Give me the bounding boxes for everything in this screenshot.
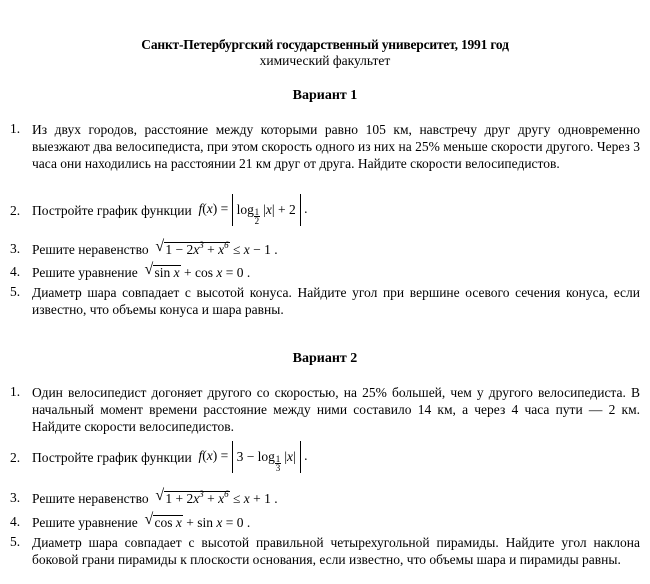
formula: √ cos x + sin x = 0 . [144, 511, 251, 530]
problem-number: 1. [10, 121, 21, 136]
problem-text: Диаметр шара совпадает с высотой правильной четырехугольной пирамиды. Найдите угол наклона боковой грани пирамиды к плоскости основания, если известно, что объемы шара и пирамиды равны. [32, 535, 640, 567]
problem-number: 5. [10, 284, 21, 299]
problem-text: Диаметр шара совпадает с высотой конуса. Найдите угол при вершине осевого сечения конуса, если известно, что объемы конуса и шара равны. [32, 285, 640, 317]
v1-problem-2 [10, 194, 640, 230]
formula: √ sin x + cos x = 0 . [144, 261, 251, 280]
problem-number: 5. [10, 534, 21, 549]
problem-number: 4. [10, 514, 21, 529]
problem-number: 2. [10, 450, 21, 465]
formula: √ $1 + 2x^3 + x^6 \le x + 1$ . [155, 487, 278, 506]
problem-number: 1. [10, 384, 21, 399]
document-subtitle: химический факультет [259, 53, 391, 68]
problem-number: 3. [10, 490, 21, 505]
problem-text: Один велосипедист догоняет другого со скоростью, на 25% большей, чем у другого велосипедиста. В начальный момент времени расстояние между ними составило 14 км, а через 4 часа пути — 2 км. Найдите скорости велосипедистов. [32, 385, 640, 434]
problem-text: Постройте график функции f(x) = log $\frac{1}{2}$ |x| + 2 . [32, 194, 640, 226]
problem-text: Решите уравнение √ cos x + sin x = 0 . [32, 511, 251, 530]
variant-1-heading: Вариант 1 [292, 88, 358, 103]
problem-number: 3. [10, 241, 21, 256]
v2-problem-2 [10, 441, 640, 477]
document-title: Санкт-Петербургский государственный университет, 1991 год [141, 37, 509, 52]
problem-text: Решите уравнение √ sin x + cos x = 0 . [32, 261, 251, 280]
problem-number: 4. [10, 264, 21, 279]
formula: f(x) = 3 − log $\frac{1}{3}$ |x| . [198, 441, 307, 473]
problem-text: Решите неравенство √ $1 - 2x^3 + x^6 \le x - 1$ . [32, 238, 278, 257]
formula: f(x) = log $\frac{1}{2}$ |x| + 2 . [198, 194, 307, 226]
problem-number: 2. [10, 203, 21, 218]
problem-text: Решите неравенство √ $1 + 2x^3 + x^6 \le x + 1$ . [32, 487, 278, 506]
problem-text: Из двух городов, расстояние между которыми равно 105 км, навстречу друг другу одновременно выезжают два велосипедиста, при этом скорость одного из них на 25% меньше скорости другого. Через 3 часа они находились на расстоянии 21 км друг от друга. Найдите скорости велосипедистов. [32, 122, 640, 171]
problem-text: Постройте график функции f(x) = 3 − log $\frac{1}{3}$ |x| . [32, 441, 640, 473]
variant-2-heading: Вариант 2 [292, 351, 358, 366]
formula: √ $1 - 2x^3 + x^6 \le x - 1$ . [155, 238, 278, 257]
